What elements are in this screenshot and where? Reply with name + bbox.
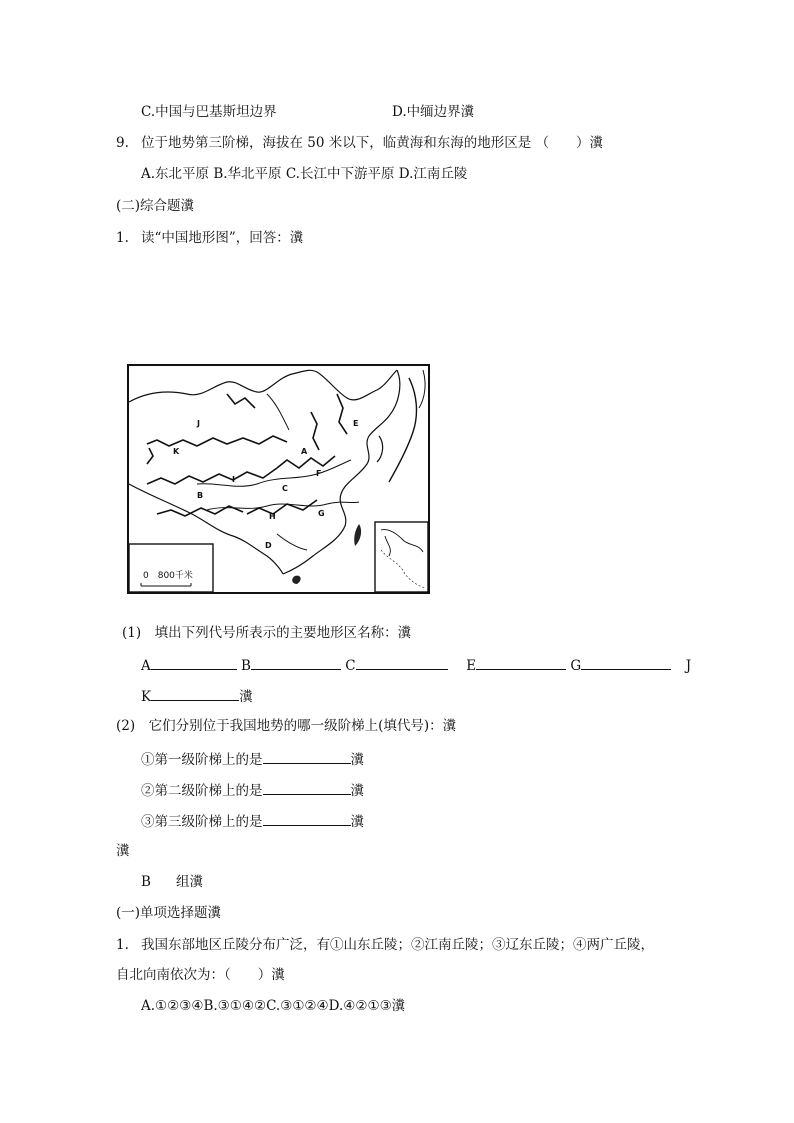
b1-options: A.①②③④B.③①④②C.③①②④D.④②①③瀵 — [141, 998, 406, 1014]
blank-g[interactable] — [581, 655, 671, 670]
blank-step-3[interactable] — [263, 811, 351, 826]
fill-row-2 — [141, 686, 253, 706]
map-label-a: A — [301, 447, 308, 456]
map-label-h: H — [269, 512, 276, 521]
stray-char: 瀵 — [116, 843, 130, 859]
group-letter: B — [141, 874, 151, 890]
step-row-2 — [141, 780, 364, 800]
b1-stem-line-2: 自北向南依次为：（ ）瀵 — [116, 967, 285, 983]
b1-stem-line-1: 我国东部地区丘陵分布广泛，有①山东丘陵；②江南丘陵；③辽东丘陵；④两广丘陵， — [141, 937, 654, 953]
q9-stem: 位于地势第三阶梯，海拔在 50 米以下，临黄海和东海的地形区是 （ ）瀵 — [141, 135, 604, 151]
group-heading: 组瀵 — [176, 874, 203, 890]
q8-option-d: D.中缅边界瀵 — [392, 104, 475, 120]
map-label-e: E — [353, 419, 359, 428]
blank-a[interactable] — [151, 655, 237, 670]
blank-k[interactable] — [151, 686, 239, 701]
step-1-label: ①第一级阶梯上的是 — [141, 752, 263, 768]
map-label-j: J — [197, 419, 200, 428]
part1-prompt: (1) 填出下列代号所表示的主要地形区名称：瀵 — [122, 625, 412, 641]
blank-b[interactable] — [251, 655, 341, 670]
q1-number: 1. — [116, 230, 129, 246]
b1-number: 1. — [116, 937, 129, 953]
q1-stem: 读“中国地形图”，回答：瀵 — [141, 230, 304, 246]
fill-label-j: J — [685, 658, 692, 674]
section-heading-single-choice: (一)单项选择题瀵 — [116, 905, 222, 921]
blank-step-1[interactable] — [263, 749, 351, 764]
map-label-d: D — [265, 541, 272, 550]
fill-label-c: C — [345, 658, 356, 674]
map-label-c: C — [282, 484, 288, 493]
blank-c[interactable] — [356, 655, 448, 670]
fill-row-1 — [141, 655, 691, 675]
blank-e[interactable] — [476, 655, 566, 670]
map-label-g: G — [318, 509, 325, 518]
fill-label-b: B — [241, 658, 251, 674]
fill-label-g: G — [570, 658, 582, 674]
map-south-sea-inset — [375, 522, 428, 592]
step-row-3 — [141, 811, 364, 831]
q9-options: A.东北平原 B.华北平原 C.长江中下游平原 D.江南丘陵 — [141, 166, 468, 182]
map-label-b: B — [197, 491, 204, 500]
q9-number: 9. — [116, 135, 129, 151]
step-2-tail: 瀵 — [350, 783, 364, 799]
fill-label-k: K — [141, 689, 152, 705]
q8-option-c: C.中国与巴基斯坦边界 — [141, 104, 277, 120]
section-heading-comprehensive: (二)综合题瀵 — [116, 198, 195, 214]
map-label-i: I — [232, 475, 235, 484]
map-label-f: F — [316, 469, 322, 478]
step-3-label: ③第三级阶梯上的是 — [141, 814, 263, 830]
step-2-label: ②第二级阶梯上的是 — [141, 783, 263, 799]
part2-prompt: (2) 它们分别位于我国地势的哪一级阶梯上(填代号)：瀵 — [116, 718, 457, 734]
map-scale-label: 0 800千米 — [143, 571, 193, 581]
fill-label-e: E — [466, 658, 477, 674]
step-3-tail: 瀵 — [350, 814, 364, 830]
fill-label-a: A — [141, 658, 151, 674]
map-scale-box — [129, 544, 213, 592]
step-1-tail: 瀵 — [350, 752, 364, 768]
step-row-1 — [141, 749, 364, 769]
blank-step-2[interactable] — [263, 780, 351, 795]
map-label-k: K — [173, 447, 180, 456]
china-terrain-map — [127, 364, 430, 594]
fill-k-tail: 瀵 — [239, 689, 253, 705]
